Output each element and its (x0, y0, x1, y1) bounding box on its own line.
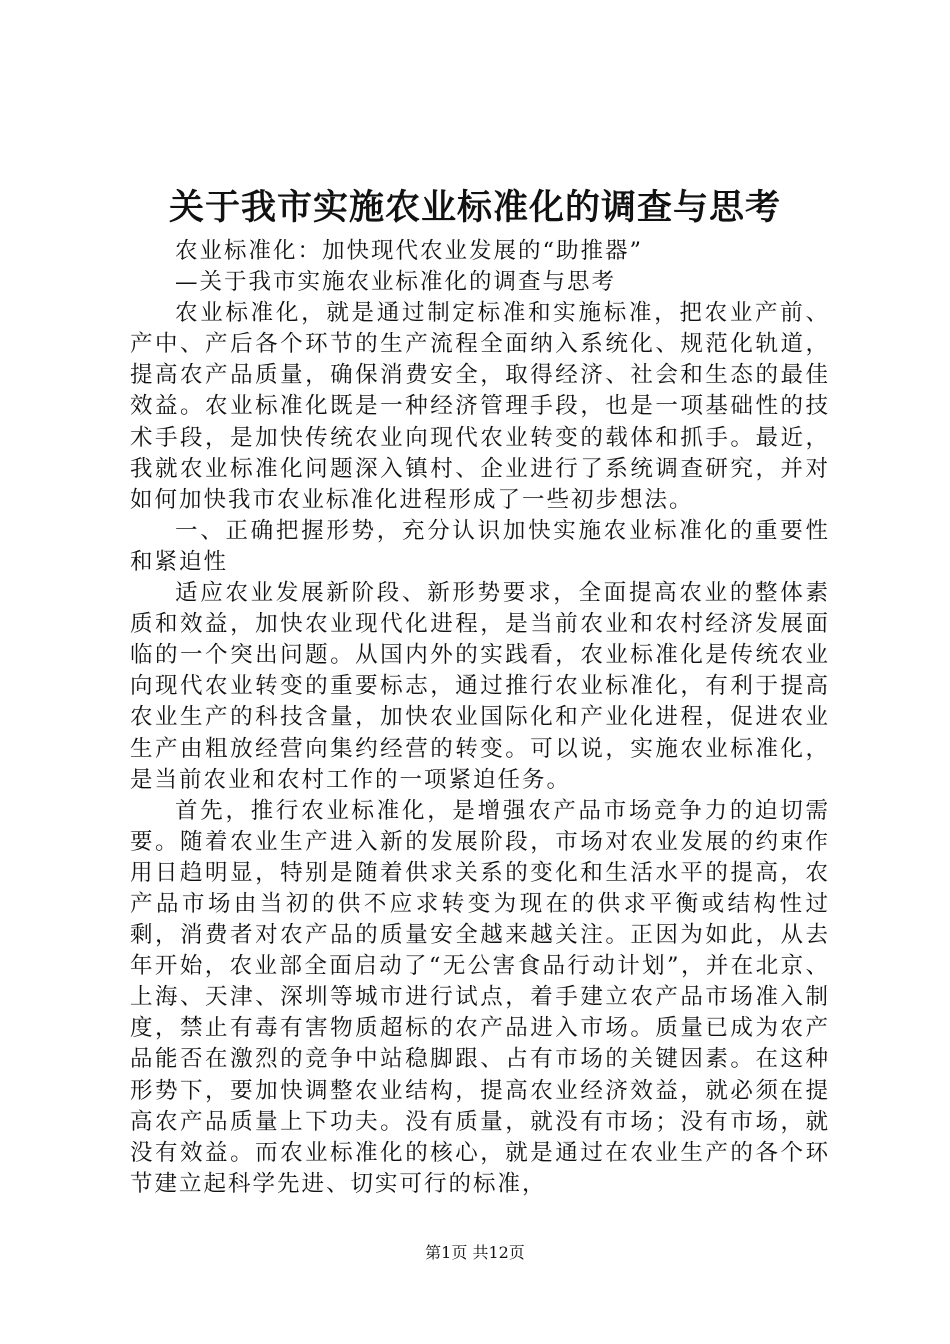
body-paragraph: 适应农业发展新阶段、新形势要求，全面提高农业的整体素质和效益，加快农业现代化进程，是当前农业和农村经济发展面临的一个突出问题。从国内外的实践看，农业标准化是传统农业向现代农业转变的重要标志，通过推行农业标准化，有利于提高农业生产的科技含量，加快农业国际化和产业化进程，促进农业生产由粗放经营向集约经营的转变。可以说，实施农业标准化，是当前农业和农村工作的一项紧迫任务。 (130, 580, 830, 793)
body-paragraph: 农业标准化，就是通过制定标准和实施标准，把农业产前、产中、产后各个环节的生产流程全面纳入系统化、规范化轨道，提高农产品质量，确保消费安全，取得经济、社会和生态的最佳效益。农业标准化既是一种经济管理手段，也是一项基础性的技术手段，是加快传统农业向现代农业转变的载体和抓手。最近，我就农业标准化问题深入镇村、企业进行了系统调查研究，并对如何加快我市农业标准化进程形成了一些初步想法。 (130, 300, 830, 513)
section-heading: 一、正确把握形势，充分认识加快实施农业标准化的重要性和紧迫性 (130, 517, 830, 575)
document-body (130, 236, 830, 1200)
subtitle-paragraph: 农业标准化：加快现代农业发展的“助推器” (175, 238, 644, 264)
subtitle-dash-paragraph: —关于我市实施农业标准化的调查与思考 (175, 269, 617, 296)
page-number-footer: 第1页 共12页 (425, 1243, 525, 1262)
document-title: 关于我市实施农业标准化的调查与思考 (168, 187, 781, 228)
body-paragraph: 首先，推行农业标准化，是增强农产品市场竞争力的迫切需要。随着农业生产进入新的发展阶段，市场对农业发展的约束作用日趋明显，特别是随着供求关系的变化和生活水平的提高，农产品市场由当初的供不应求转变为现在的供求平衡或结构性过剩，消费者对农产品的质量安全越来越关注。正因为如此，从去年开始，农业部全面启动了“无公害食品行动计划”，并在北京、上海、天津、深圳等城市进行试点，着手建立农产品市场准入制度，禁止有毒有害物质超标的农产品进入市场。质量已成为农产品能否在激烈的竞争中站稳脚跟、占有市场的关键因素。在这种形势下，要加快调整农业结构，提高农业经济效益，就必须在提高农产品质量上下功夫。没有质量，就没有市场；没有市场，就没有效益。而农业标准化的核心，就是通过在农业生产的各个环节建立起科学先进、切实可行的标准， (130, 797, 830, 1197)
